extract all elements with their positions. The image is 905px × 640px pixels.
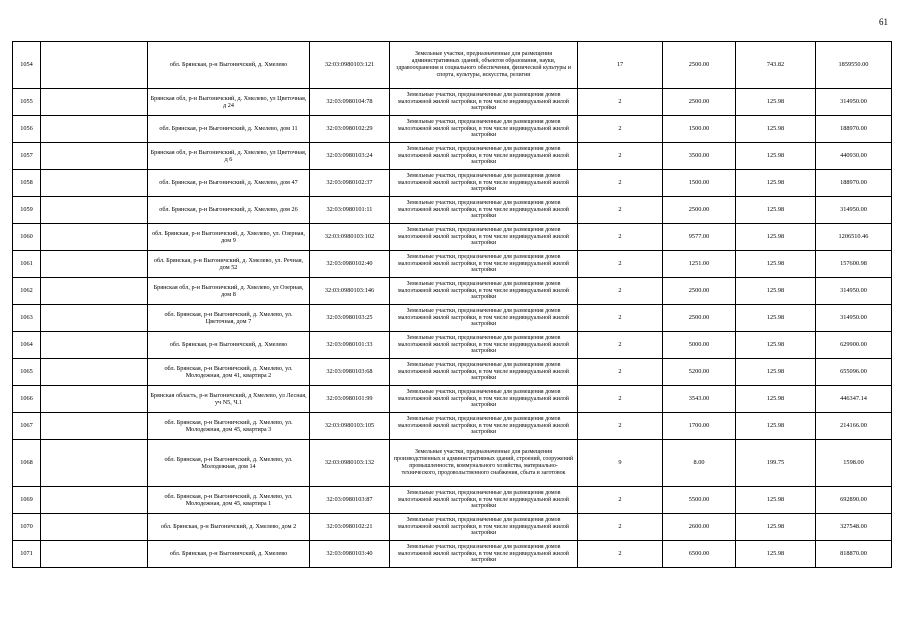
- cadastral-number-cell: 32:03:0980101:99: [310, 386, 390, 413]
- use-group-code-cell: 2: [578, 541, 663, 568]
- cadastral-value-cell: 629900.00: [816, 332, 892, 359]
- cadastral-value-cell: 188970.00: [816, 170, 892, 197]
- blank-cell: [41, 332, 148, 359]
- specific-value-cell: 125.98: [736, 541, 816, 568]
- blank-cell: [41, 143, 148, 170]
- specific-value-cell: 125.98: [736, 386, 816, 413]
- area-cell: 1500.00: [663, 116, 736, 143]
- blank-cell: [41, 197, 148, 224]
- cadastral-number-cell: 32:03:0980103:40: [310, 541, 390, 568]
- address-cell: обл. Брянская, р-н Выгоничский, д. Хмелево: [148, 332, 310, 359]
- land-use-cell: Земельные участки, предназначенные для размещения домов малоэтажной жилой застройки, в том числе индивидуальной жилой застройки: [390, 359, 578, 386]
- blank-cell: [41, 170, 148, 197]
- blank-cell: [41, 514, 148, 541]
- address-cell: обл. Брянская, р-н Выгоничский, д. Хмелево, ул. Цветочная, дом 7: [148, 305, 310, 332]
- cadastral-number-cell: 32:03:0980103:132: [310, 440, 390, 487]
- blank-cell: [41, 487, 148, 514]
- specific-value-cell: 125.98: [736, 116, 816, 143]
- use-group-code-cell: 2: [578, 143, 663, 170]
- use-group-code-cell: 2: [578, 305, 663, 332]
- table-row: [13, 278, 892, 305]
- page-number: 61: [879, 17, 888, 27]
- specific-value-cell: 125.98: [736, 305, 816, 332]
- cadastral-value-cell: 314950.00: [816, 305, 892, 332]
- use-group-code-cell: 2: [578, 413, 663, 440]
- specific-value-cell: 125.98: [736, 514, 816, 541]
- row-number-cell: 1059: [13, 197, 41, 224]
- use-group-code-cell: 2: [578, 197, 663, 224]
- address-cell: обл. Брянская, р-н Выгоничский, д. Хмелево, дом 2: [148, 514, 310, 541]
- cadastral-value-cell: 692890.00: [816, 487, 892, 514]
- cadastral-value-cell: 188970.00: [816, 116, 892, 143]
- specific-value-cell: 125.98: [736, 332, 816, 359]
- address-cell: Брянская обл, р-н Выгоничский, д. Хмелево, ул Цветочная, д 24: [148, 89, 310, 116]
- area-cell: 5500.00: [663, 487, 736, 514]
- land-use-cell: Земельные участки, предназначенные для размещения домов малоэтажной жилой застройки, в том числе индивидуальной жилой застройки: [390, 197, 578, 224]
- area-cell: 3543.00: [663, 386, 736, 413]
- cadastral-value-cell: 440930.00: [816, 143, 892, 170]
- area-cell: 6500.00: [663, 541, 736, 568]
- area-cell: 2500.00: [663, 305, 736, 332]
- land-use-cell: Земельные участки, предназначенные для размещения производственных и административных зданий, строений, сооружений промышленности, коммунального хозяйства, материально-технического, продовольственного снабжения, сбыта и заготовок: [390, 440, 578, 487]
- cadastral-value-cell: 446347.14: [816, 386, 892, 413]
- area-cell: 1700.00: [663, 413, 736, 440]
- area-cell: 5000.00: [663, 332, 736, 359]
- cadastral-number-cell: 32:03:0980103:102: [310, 224, 390, 251]
- area-cell: 2500.00: [663, 278, 736, 305]
- cadastral-number-cell: 32:03:0980103:87: [310, 487, 390, 514]
- area-cell: 2500.00: [663, 197, 736, 224]
- cadastral-value-cell: 818870.00: [816, 541, 892, 568]
- address-cell: обл. Брянская, р-н Выгоничский, д. Хмелево, ул. Речная, дом 52: [148, 251, 310, 278]
- land-use-cell: Земельные участки, предназначенные для размещения домов малоэтажной жилой застройки, в том числе индивидуальной жилой застройки: [390, 305, 578, 332]
- use-group-code-cell: 2: [578, 89, 663, 116]
- area-cell: 8.00: [663, 440, 736, 487]
- land-use-cell: Земельные участки, предназначенные для размещения домов малоэтажной жилой застройки, в том числе индивидуальной жилой застройки: [390, 116, 578, 143]
- specific-value-cell: 125.98: [736, 251, 816, 278]
- address-cell: обл. Брянская, р-н Выгоничский, д. Хмелево, ул. Озерная, дом 9: [148, 224, 310, 251]
- address-cell: Брянская обл, р-н Выгоничский, д. Хмелево, ул Озерная, дом 8: [148, 278, 310, 305]
- land-use-cell: Земельные участки, предназначенные для размещения домов малоэтажной жилой застройки, в том числе индивидуальной жилой застройки: [390, 89, 578, 116]
- cadastral-number-cell: 32:03:0980102:40: [310, 251, 390, 278]
- row-number-cell: 1070: [13, 514, 41, 541]
- area-cell: 2500.00: [663, 89, 736, 116]
- address-cell: обл. Брянская, р-н Выгоничский, д. Хмелево, ул. Молодежная, дом 45, квартира 1: [148, 487, 310, 514]
- use-group-code-cell: 17: [578, 42, 663, 89]
- address-cell: обл. Брянская, р-н Выгоничский, д. Хмелево, ул. Молодежная, дом 41, квартира 2: [148, 359, 310, 386]
- land-use-cell: Земельные участки, предназначенные для размещения домов малоэтажной жилой застройки, в том числе индивидуальной жилой застройки: [390, 278, 578, 305]
- area-cell: 2500.00: [663, 42, 736, 89]
- cadastral-number-cell: 32:03:0980103:25: [310, 305, 390, 332]
- address-cell: обл. Брянская, р-н Выгоничский, д. Хмелево: [148, 42, 310, 89]
- row-number-cell: 1068: [13, 440, 41, 487]
- cadastral-value-cell: 327548.00: [816, 514, 892, 541]
- area-cell: 1251.00: [663, 251, 736, 278]
- row-number-cell: 1067: [13, 413, 41, 440]
- cadastral-value-cell: 1859550.00: [816, 42, 892, 89]
- use-group-code-cell: 2: [578, 224, 663, 251]
- land-use-cell: Земельные участки, предназначенные для размещения домов малоэтажной жилой застройки, в том числе индивидуальной жилой застройки: [390, 224, 578, 251]
- specific-value-cell: 125.98: [736, 224, 816, 251]
- blank-cell: [41, 251, 148, 278]
- row-number-cell: 1062: [13, 278, 41, 305]
- cadastral-number-cell: 32:03:0980101:33: [310, 332, 390, 359]
- specific-value-cell: 125.98: [736, 89, 816, 116]
- cadastral-number-cell: 32:03:0980103:146: [310, 278, 390, 305]
- specific-value-cell: 125.98: [736, 413, 816, 440]
- cadastral-number-cell: 32:03:0980101:11: [310, 197, 390, 224]
- cadastral-value-table: [12, 41, 892, 568]
- use-group-code-cell: 2: [578, 251, 663, 278]
- specific-value-cell: 199.75: [736, 440, 816, 487]
- use-group-code-cell: 2: [578, 487, 663, 514]
- address-cell: Брянская область, р-н Выгоничский, д Хмелево, ул Лесная, уч N5, Ч.1: [148, 386, 310, 413]
- cadastral-value-cell: 314950.00: [816, 197, 892, 224]
- address-cell: обл. Брянская, р-н Выгоничский, д. Хмелево, дом 26: [148, 197, 310, 224]
- row-number-cell: 1071: [13, 541, 41, 568]
- row-number-cell: 1054: [13, 42, 41, 89]
- table-row: [13, 224, 892, 251]
- use-group-code-cell: 2: [578, 278, 663, 305]
- cadastral-value-cell: 1598.00: [816, 440, 892, 487]
- table-row: [13, 440, 892, 487]
- blank-cell: [41, 224, 148, 251]
- land-use-cell: Земельные участки, предназначенные для размещения домов малоэтажной жилой застройки, в том числе индивидуальной жилой застройки: [390, 251, 578, 278]
- cadastral-number-cell: 32:03:0980103:105: [310, 413, 390, 440]
- table-row: [13, 359, 892, 386]
- use-group-code-cell: 2: [578, 332, 663, 359]
- cadastral-number-cell: 32:03:0980102:29: [310, 116, 390, 143]
- row-number-cell: 1064: [13, 332, 41, 359]
- table-row: [13, 42, 892, 89]
- use-group-code-cell: 2: [578, 170, 663, 197]
- blank-cell: [41, 440, 148, 487]
- area-cell: 5200.00: [663, 359, 736, 386]
- table-body: [13, 42, 892, 568]
- row-number-cell: 1069: [13, 487, 41, 514]
- address-cell: Брянская обл, р-н Выгоничский, д. Хмелево, ул Цветочная, д 6: [148, 143, 310, 170]
- land-use-cell: Земельные участки, предназначенные для размещения домов малоэтажной жилой застройки, в том числе индивидуальной жилой застройки: [390, 143, 578, 170]
- row-number-cell: 1066: [13, 386, 41, 413]
- address-cell: обл. Брянская, р-н Выгоничский, д. Хмелево, ул. Молодежная, дом 45, квартира 3: [148, 413, 310, 440]
- cadastral-value-cell: 157600.98: [816, 251, 892, 278]
- table-row: [13, 197, 892, 224]
- cadastral-number-cell: 32:03:0980103:121: [310, 42, 390, 89]
- address-cell: обл. Брянская, р-н Выгоничский, д. Хмелево: [148, 541, 310, 568]
- cadastral-number-cell: 32:03:0980103:68: [310, 359, 390, 386]
- cadastral-number-cell: 32:03:0980102:21: [310, 514, 390, 541]
- use-group-code-cell: 2: [578, 116, 663, 143]
- specific-value-cell: 125.98: [736, 170, 816, 197]
- table-row: [13, 116, 892, 143]
- land-use-cell: Земельные участки, предназначенные для размещения домов малоэтажной жилой застройки, в том числе индивидуальной жилой застройки: [390, 386, 578, 413]
- land-use-cell: Земельные участки, предназначенные для размещения домов малоэтажной жилой застройки, в том числе индивидуальной жилой застройки: [390, 541, 578, 568]
- area-cell: 2600.00: [663, 514, 736, 541]
- specific-value-cell: 125.98: [736, 143, 816, 170]
- blank-cell: [41, 305, 148, 332]
- table-row: [13, 143, 892, 170]
- land-use-cell: Земельные участки, предназначенные для размещения домов малоэтажной жилой застройки, в том числе индивидуальной жилой застройки: [390, 170, 578, 197]
- specific-value-cell: 125.98: [736, 359, 816, 386]
- specific-value-cell: 125.98: [736, 197, 816, 224]
- cadastral-value-cell: 314950.00: [816, 278, 892, 305]
- address-cell: обл. Брянская, р-н Выгоничский, д. Хмелево, дом 11: [148, 116, 310, 143]
- table-row: [13, 305, 892, 332]
- row-number-cell: 1063: [13, 305, 41, 332]
- area-cell: 3500.00: [663, 143, 736, 170]
- cadastral-number-cell: 32:03:0980103:24: [310, 143, 390, 170]
- blank-cell: [41, 116, 148, 143]
- table-row: [13, 541, 892, 568]
- land-use-cell: Земельные участки, предназначенные для размещения домов малоэтажной жилой застройки, в том числе индивидуальной жилой застройки: [390, 514, 578, 541]
- blank-cell: [41, 413, 148, 440]
- address-cell: обл. Брянская, р-н Выгоничский, д. Хмелево, дом 47: [148, 170, 310, 197]
- table-row: [13, 386, 892, 413]
- cadastral-number-cell: 32:03:0980104:78: [310, 89, 390, 116]
- table-row: [13, 413, 892, 440]
- table-row: [13, 332, 892, 359]
- blank-cell: [41, 359, 148, 386]
- address-cell: обл. Брянская, р-н Выгоничский, д. Хмелево, ул. Молодежная, дом 14: [148, 440, 310, 487]
- row-number-cell: 1065: [13, 359, 41, 386]
- land-use-cell: Земельные участки, предназначенные для размещения домов малоэтажной жилой застройки, в том числе индивидуальной жилой застройки: [390, 413, 578, 440]
- table-row: [13, 170, 892, 197]
- table-row: [13, 251, 892, 278]
- specific-value-cell: 743.82: [736, 42, 816, 89]
- use-group-code-cell: 2: [578, 514, 663, 541]
- specific-value-cell: 125.98: [736, 487, 816, 514]
- cadastral-value-cell: 1206510.46: [816, 224, 892, 251]
- cadastral-number-cell: 32:03:0980102:37: [310, 170, 390, 197]
- blank-cell: [41, 541, 148, 568]
- row-number-cell: 1060: [13, 224, 41, 251]
- cadastral-value-cell: 214166.00: [816, 413, 892, 440]
- use-group-code-cell: 2: [578, 386, 663, 413]
- row-number-cell: 1055: [13, 89, 41, 116]
- table-row: [13, 487, 892, 514]
- table-row: [13, 514, 892, 541]
- area-cell: 9577.00: [663, 224, 736, 251]
- use-group-code-cell: 2: [578, 359, 663, 386]
- row-number-cell: 1061: [13, 251, 41, 278]
- row-number-cell: 1056: [13, 116, 41, 143]
- use-group-code-cell: 9: [578, 440, 663, 487]
- cadastral-value-cell: 655096.00: [816, 359, 892, 386]
- area-cell: 1500.00: [663, 170, 736, 197]
- blank-cell: [41, 278, 148, 305]
- blank-cell: [41, 386, 148, 413]
- land-use-cell: Земельные участки, предназначенные для размещения домов малоэтажной жилой застройки, в том числе индивидуальной жилой застройки: [390, 487, 578, 514]
- row-number-cell: 1058: [13, 170, 41, 197]
- table-row: [13, 89, 892, 116]
- specific-value-cell: 125.98: [736, 278, 816, 305]
- land-use-cell: Земельные участки, предназначенные для размещения административных зданий, объектов образования, науки, здравоохранения и социального обеспечения, физической культуры и спорта, культуры, искусства, религии: [390, 42, 578, 89]
- row-number-cell: 1057: [13, 143, 41, 170]
- land-use-cell: Земельные участки, предназначенные для размещения домов малоэтажной жилой застройки, в том числе индивидуальной жилой застройки: [390, 332, 578, 359]
- blank-cell: [41, 42, 148, 89]
- cadastral-value-cell: 314950.00: [816, 89, 892, 116]
- blank-cell: [41, 89, 148, 116]
